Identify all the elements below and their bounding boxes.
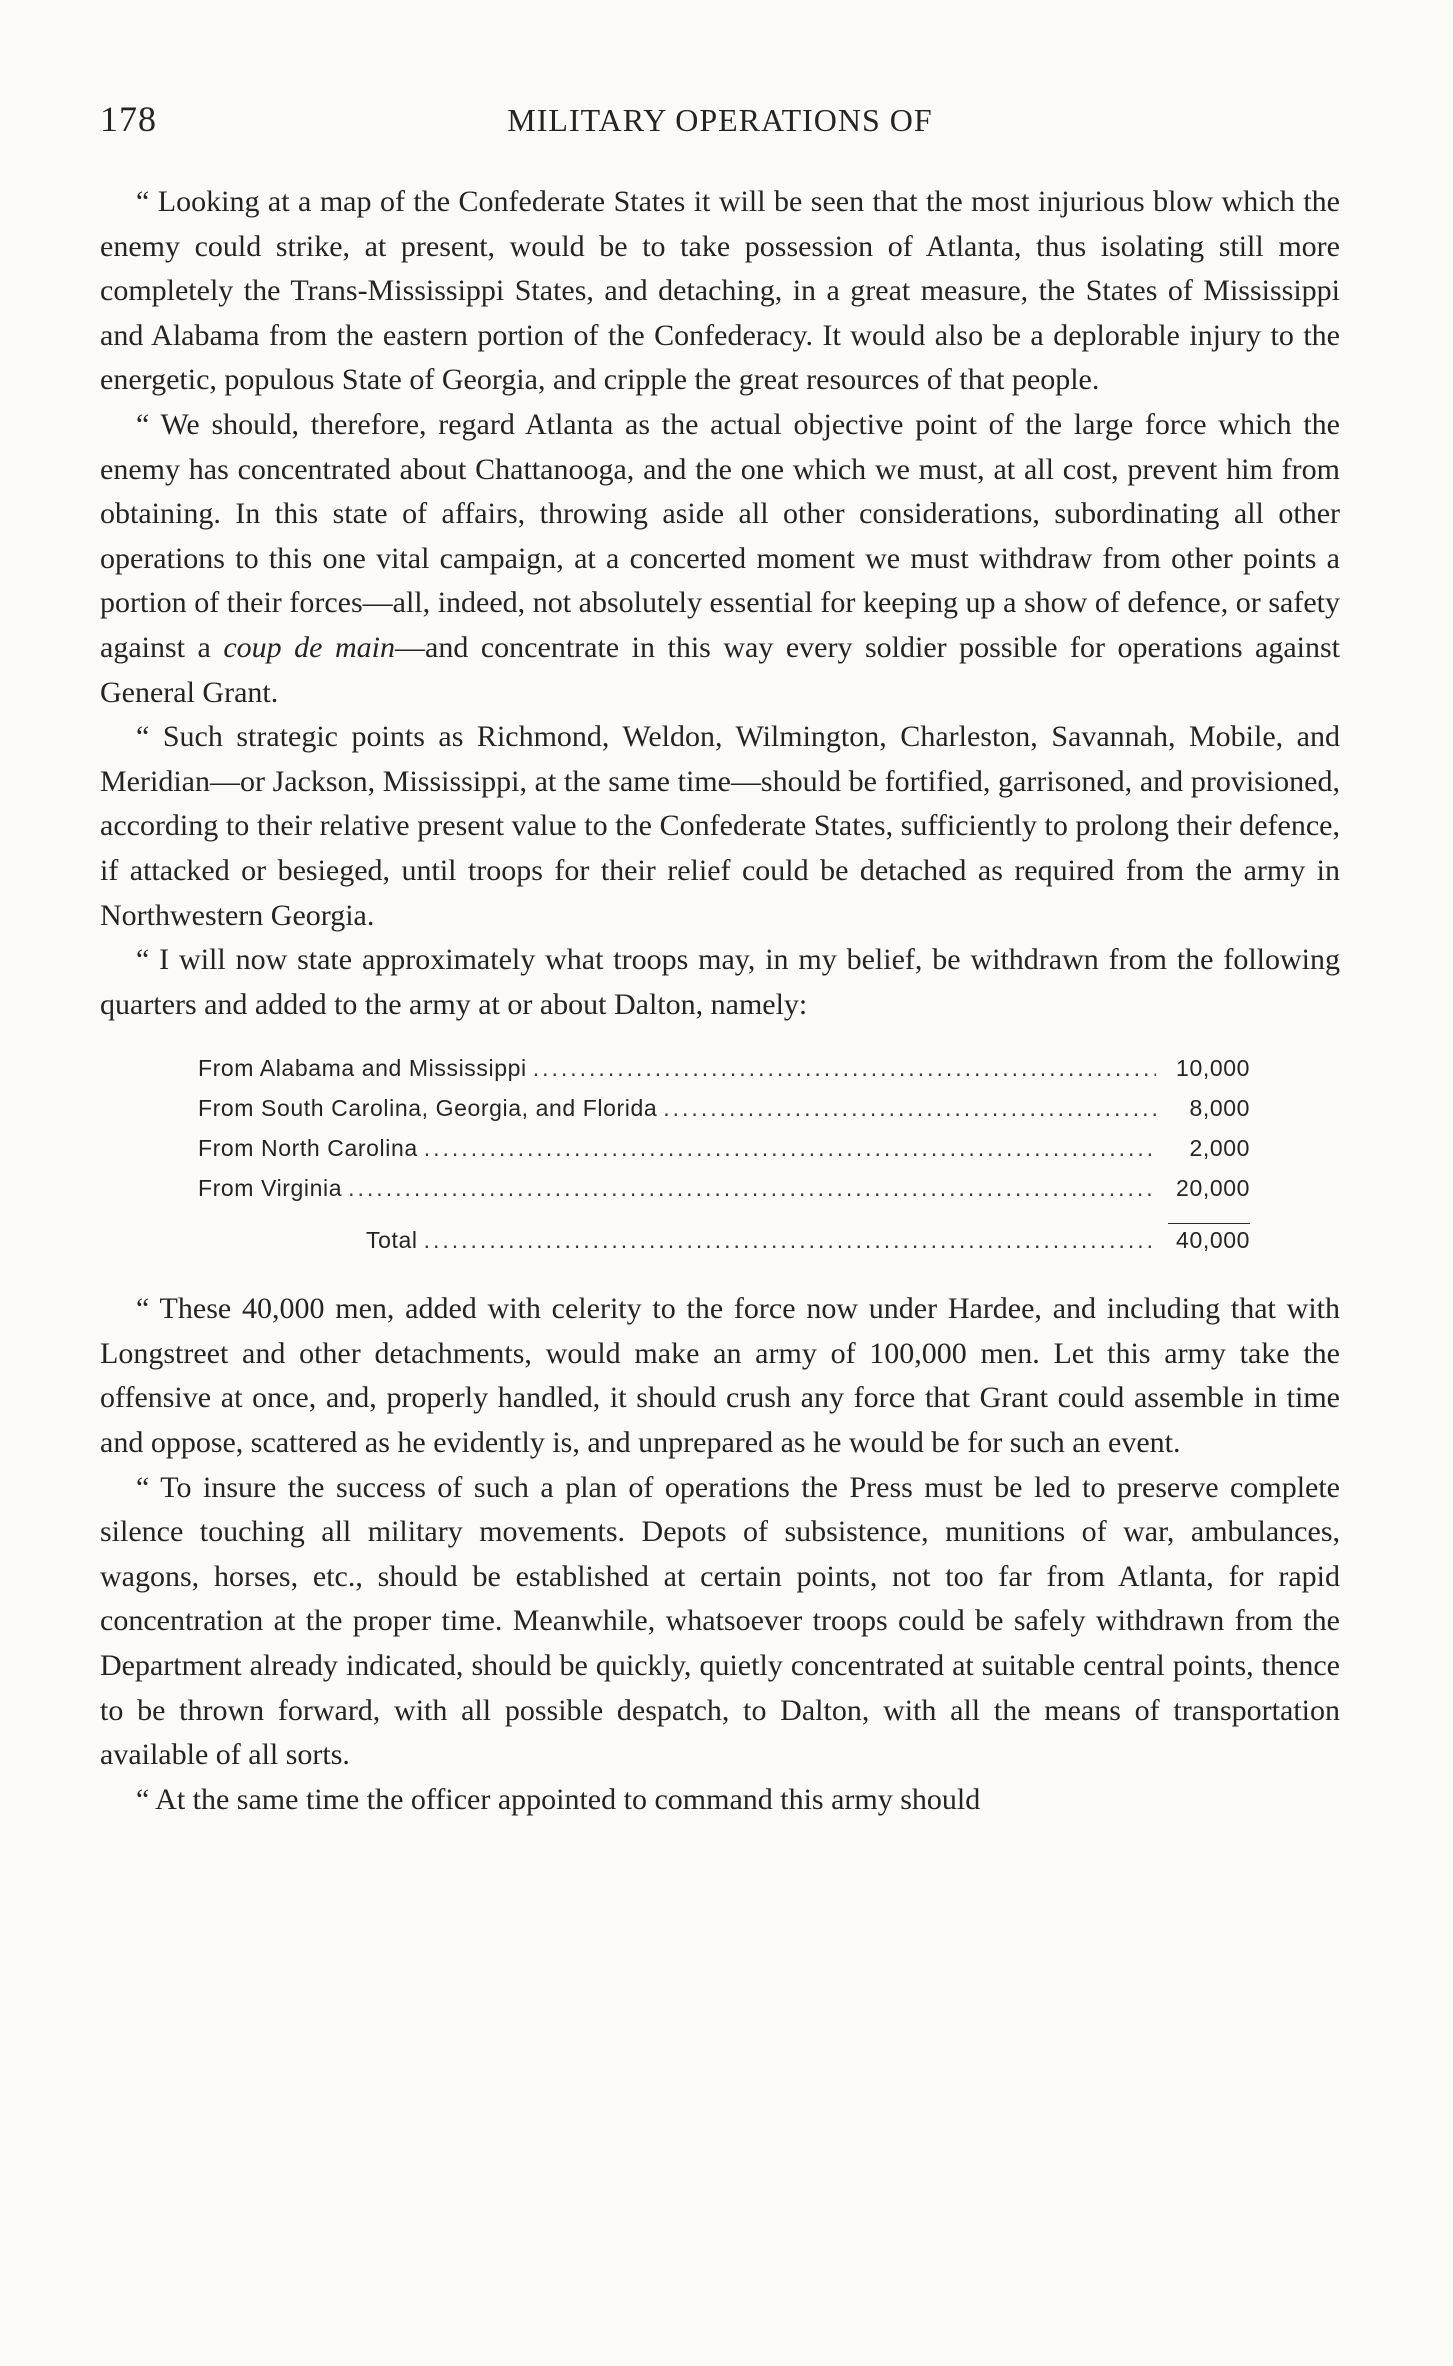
- table-row: [198, 1095, 1250, 1135]
- paragraph-2: [100, 403, 1340, 715]
- page-number: 178: [100, 99, 157, 139]
- total-value: 40,000: [1176, 1227, 1250, 1254]
- dot-leader: [424, 1135, 1156, 1162]
- running-head: [100, 98, 1340, 150]
- total-label: Total: [366, 1227, 418, 1254]
- row-value: 2,000: [1189, 1135, 1250, 1162]
- paragraph-1: “ Looking at a map of the Confederate States it will be seen that the most injurious blow which the enemy could strike, at present, would be to take possession of Atlanta, thus isolating still more completely the Trans-Mississippi States, and detaching, in a great measure, the States of Mississippi and Alabama from the eastern portion of the Confederacy. It would also be a deplorable injury to the energetic, populous State of Georgia, and cripple the great resources of that people.: [100, 185, 1340, 397]
- paragraph-2-italic-phrase: coup de main: [223, 630, 396, 664]
- dot-leader: [348, 1175, 1156, 1202]
- row-value: 8,000: [1189, 1095, 1250, 1122]
- row-label: From Alabama and Mississippi: [198, 1055, 527, 1082]
- paragraph-2-text-before: “ We should, therefore, regard Atlanta as the actual objective point of the large force which the enemy has concentrated about Chattanooga, and the one which we must, at all cost, prevent him from obtaining. In this state of affairs, throwing aside all other considerations, subordinating all other operations to this one vital campaign, at a concerted moment we must withdraw from other points a portion of their forces—all, indeed, not absolutely essential for keeping up a show of defence, or safety against a: [100, 407, 1340, 664]
- row-value: 10,000: [1176, 1055, 1250, 1082]
- table-row: [198, 1175, 1250, 1215]
- troops-table: [198, 1055, 1250, 1267]
- page-heading: MILITARY OPERATIONS OF: [507, 102, 933, 138]
- row-label: From Virginia: [198, 1175, 343, 1202]
- book-page: [100, 98, 1340, 1822]
- paragraph-3: “ Such strategic points as Richmond, Weldon, Wilmington, Charleston, Savannah, Mobile, and Meridian—or Jackson, Mississippi, at the same time—should be fortified, garrisoned, and provisioned, according to their relative present value to the Confederate States, sufficiently to prolong their defence, if attacked or besieged, until troops for their relief could be detached as required from the army in Northwestern Georgia.: [100, 720, 1340, 932]
- paragraph-2-text-after: —and concentrate in this way every soldier possible for operations against General Grant.: [100, 630, 1340, 709]
- table-total-row: [198, 1227, 1250, 1267]
- paragraph-7: “ At the same time the officer appointed to command this army should: [136, 1782, 981, 1816]
- dot-leader: [424, 1227, 1156, 1254]
- paragraph-4: “ I will now state approximately what troops may, in my belief, be withdrawn from the following quarters and added to the army at or about Dalton, namely:: [100, 943, 1340, 1021]
- sum-rule-row: [198, 1215, 1250, 1227]
- row-label: From South Carolina, Georgia, and Florida: [198, 1095, 658, 1122]
- table-row: [198, 1055, 1250, 1095]
- row-value: 20,000: [1176, 1175, 1250, 1202]
- row-label: From North Carolina: [198, 1135, 418, 1162]
- paragraph-5: “ These 40,000 men, added with celerity to the force now under Hardee, and including that with Longstreet and other detachments, would make an army of 100,000 men. Let this army take the offensive at once, and, properly handled, it should crush any force that Grant could assemble in time and oppose, scattered as he evidently is, and unprepared as he would be for such an event.: [100, 1292, 1340, 1460]
- table-row: [198, 1135, 1250, 1175]
- paragraph-6: “ To insure the success of such a plan of operations the Press must be led to preserve complete silence touching all military movements. Depots of subsistence, munitions of war, ambulances, wagons, horses, etc., should be established at certain points, not too far from Atlanta, for rapid concentration at the proper time. Meanwhile, whatsoever troops could be safely withdrawn from the Department already indicated, should be quickly, quietly concentrated at suitable central points, thence to be thrown forward, with all possible despatch, to Dalton, with all the means of transportation available of all sorts.: [100, 1470, 1340, 1772]
- dot-leader: [533, 1055, 1156, 1082]
- dot-leader: [663, 1095, 1156, 1122]
